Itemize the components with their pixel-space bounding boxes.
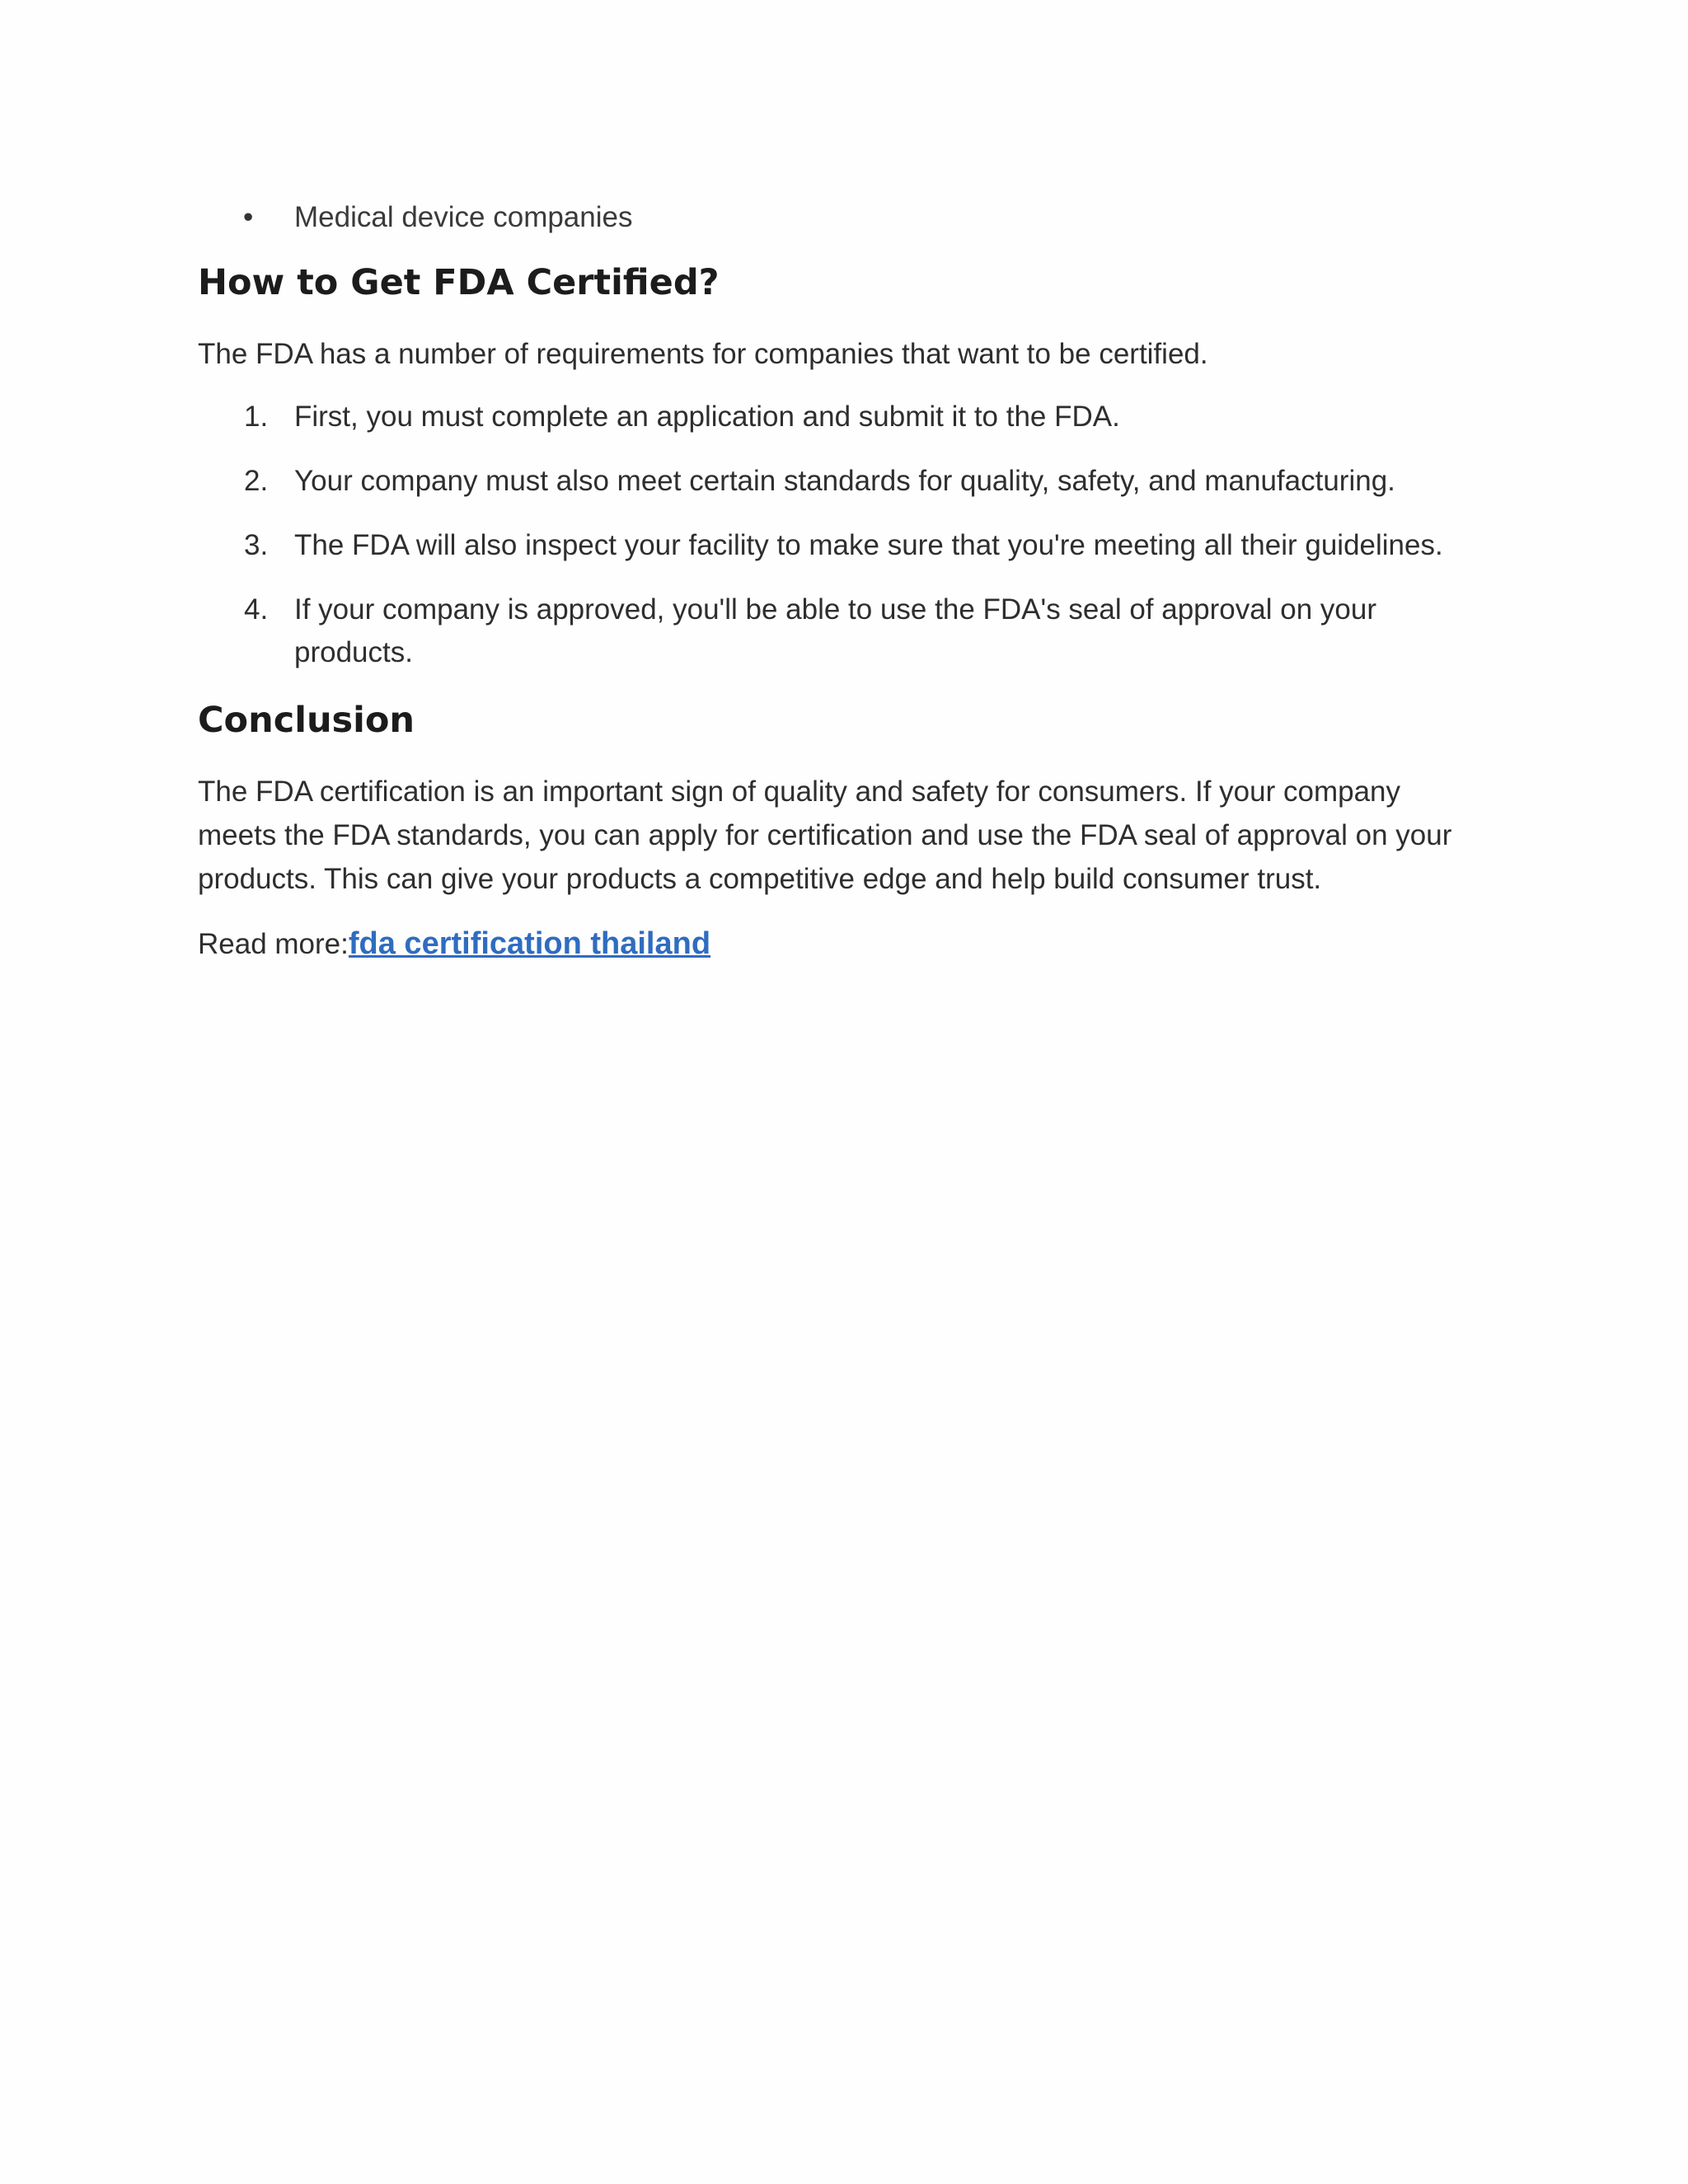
read-more-label: Read more:	[198, 928, 349, 960]
section-intro-paragraph: The FDA has a number of requirements for companies that want to be certified.	[198, 338, 1208, 370]
step-text: The FDA will also inspect your facility to make sure that you're meeting all their guidelines.	[294, 529, 1443, 561]
step-text: If your company is approved, you'll be able to use the FDA's seal of approval on your products.	[294, 593, 1376, 668]
step-text: Your company must also meet certain standards for quality, safety, and manufacturing.	[294, 465, 1395, 497]
step-number: 3.	[244, 529, 269, 561]
step-number: 1.	[244, 401, 269, 433]
list-item	[198, 460, 1484, 503]
section-heading-conclusion: Conclusion	[198, 700, 415, 741]
list-item	[198, 588, 1484, 674]
step-number: 2.	[244, 465, 269, 497]
bullet-list	[198, 196, 1484, 239]
document-content	[198, 196, 1484, 966]
read-more-line	[198, 922, 1484, 966]
section-heading-how-to-get-certified: How to Get FDA Certified?	[198, 262, 720, 303]
list-item	[198, 524, 1484, 567]
step-text: First, you must complete an application and submit it to the FDA.	[294, 401, 1120, 433]
conclusion-paragraph: The FDA certification is an important sign of quality and safety for consumers. If your company meets the FDA standards, you can apply for certification and use the FDA seal of approval on your products. This can give your products a competitive edge and help build consumer trust.	[198, 776, 1452, 895]
list-item	[198, 196, 1484, 239]
read-more-link[interactable]: fda certification thailand	[348, 926, 711, 961]
bullet-marker: •	[243, 201, 254, 233]
step-number: 4.	[244, 593, 269, 626]
steps-list	[198, 396, 1484, 674]
list-item	[198, 396, 1484, 438]
bullet-text: Medical device companies	[294, 201, 633, 233]
